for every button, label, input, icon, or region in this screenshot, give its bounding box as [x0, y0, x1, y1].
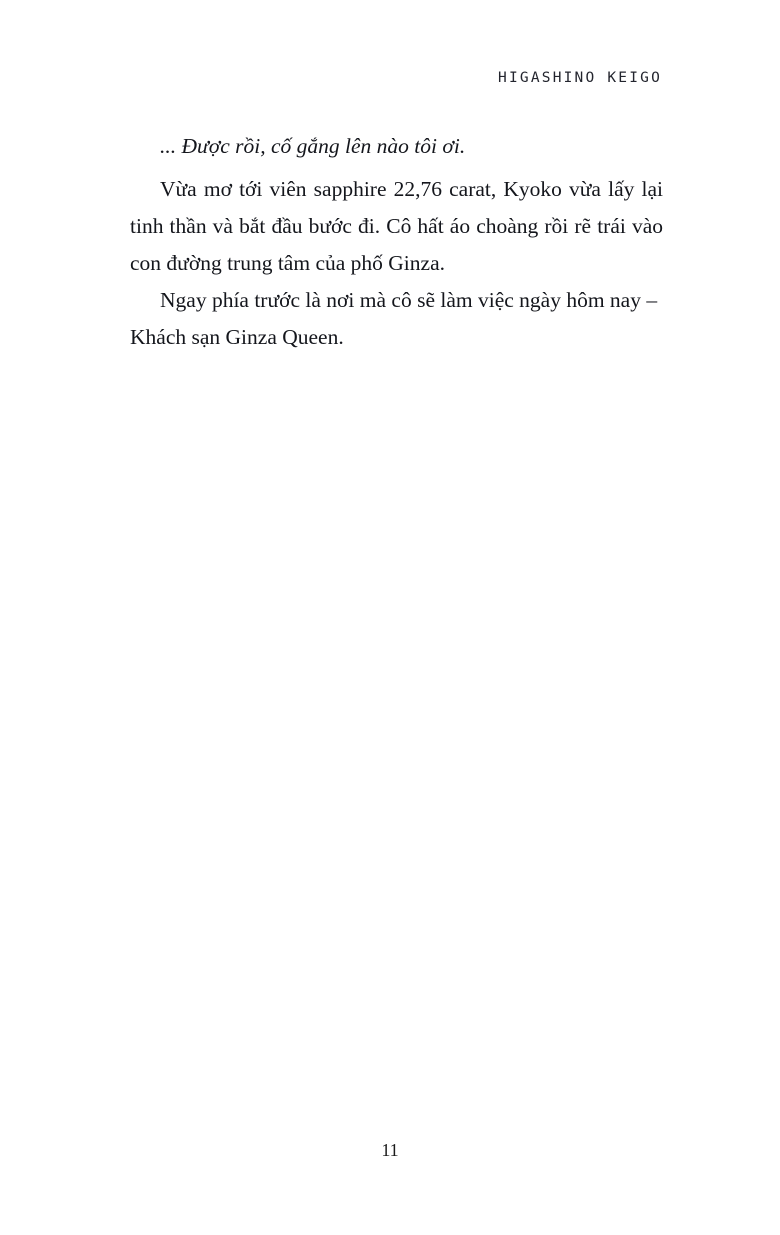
- paragraph-body-1: Vừa mơ tới viên sapphire 22,76 carat, Kyoko vừa lấy lại tinh thần và bắt đầu bước đi. Cô hất áo choàng rồi rẽ trái vào con đường trung tâm của phố Ginza.: [130, 176, 663, 275]
- page-number: 11: [381, 1140, 399, 1160]
- page-body: [130, 128, 663, 356]
- paragraph-italic-thought: ... Được rồi, cố gắng lên nào tôi ơi.: [160, 134, 466, 158]
- paragraph-body-2: Ngay phía trước là nơi mà cô sẽ làm việc ngày hôm nay – Khách sạn Ginza Queen.: [130, 287, 658, 349]
- running-head-author: HIGASHINO KEIGO: [498, 70, 662, 86]
